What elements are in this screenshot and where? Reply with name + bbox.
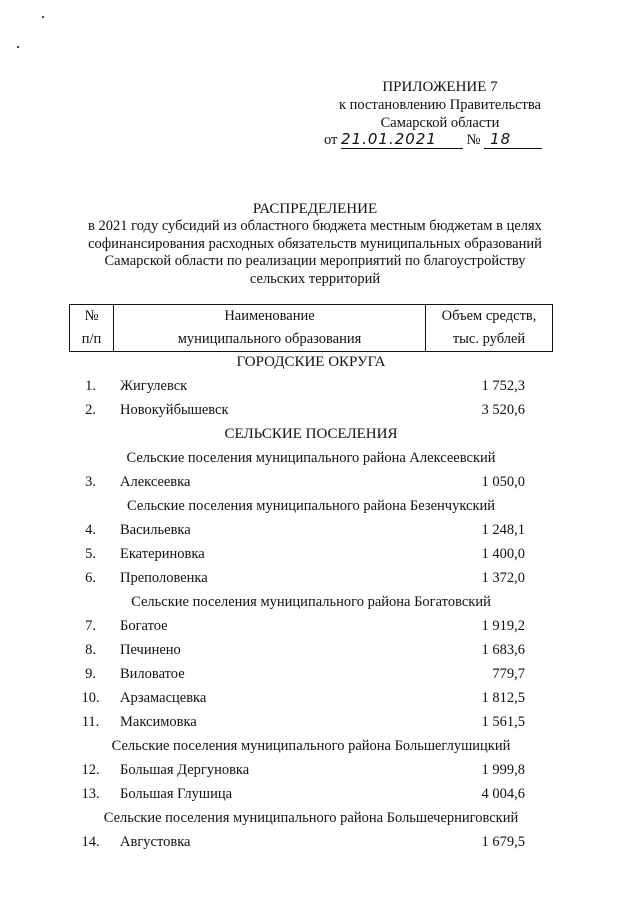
title-line: Самарской области по реализации мероприятий по благоустройству: [104, 253, 526, 269]
appendix-line-2: к постановлению Правительства: [339, 97, 541, 113]
header-name: Наименование: [114, 305, 426, 329]
funding-amount: 1 400,0: [481, 546, 525, 562]
header-value: тыс. рублей: [426, 328, 553, 352]
municipality-name: Арзамасцевка: [120, 690, 207, 706]
funding-amount: 3 520,6: [481, 402, 525, 418]
subsection-heading: Сельские поселения муниципального района Безенчукский: [126, 498, 496, 514]
header-num: №: [70, 305, 114, 329]
municipality-name: Большая Глушица: [120, 786, 233, 802]
municipality-name: Максимовка: [120, 714, 197, 730]
funding-amount: 1 919,2: [481, 618, 525, 634]
funding-amount: 1 999,8: [481, 762, 525, 778]
row-number: 1.: [85, 378, 96, 394]
row-number: 14.: [81, 834, 100, 850]
section-heading: ГОРОДСКИЕ ОКРУГА: [236, 354, 386, 370]
row-number: 6.: [85, 570, 96, 586]
subsection-heading: Сельские поселения муниципального района Богатовский: [131, 594, 491, 610]
title-line: сельских территорий: [249, 271, 381, 287]
row-number: 9.: [85, 666, 96, 682]
subsection-heading: Сельские поселения муниципального района Алексеевский: [126, 450, 496, 466]
municipality-name: Васильевка: [120, 522, 191, 538]
title-line: софинансирования расходных обязательств муниципальных образований: [88, 236, 542, 252]
document-title: РАСПРЕДЕЛЕНИЕ: [252, 201, 378, 217]
row-number: 5.: [85, 546, 96, 562]
table-row: [69, 566, 553, 590]
funding-amount: 1 683,6: [481, 642, 525, 658]
header-num: п/п: [70, 328, 114, 352]
table-row: [69, 374, 553, 398]
table-header: [69, 304, 553, 352]
funding-amount: 4 004,6: [481, 786, 525, 802]
municipality-name: Алексеевка: [120, 474, 191, 490]
decree-number: 18: [484, 130, 542, 149]
row-number: 8.: [85, 642, 96, 658]
title-line: в 2021 году субсидий из областного бюджета местным бюджетам в целях: [88, 218, 542, 234]
funding-amount: 1 561,5: [481, 714, 525, 730]
number-label: №: [466, 132, 481, 148]
row-number: 13.: [81, 786, 100, 802]
table-row: [69, 710, 553, 734]
table-row: [69, 830, 553, 854]
from-label: от: [324, 132, 338, 148]
table-row: [69, 638, 553, 662]
table-row: [69, 542, 553, 566]
decree-date-number: [324, 130, 542, 149]
municipality-name: Преполовенка: [120, 570, 208, 586]
table-row: [69, 686, 553, 710]
municipality-name: Екатериновка: [120, 546, 205, 562]
subsection-heading: Сельские поселения муниципального района Большеглушицкий: [111, 738, 511, 754]
appendix-label: ПРИЛОЖЕНИЕ 7: [382, 79, 498, 95]
table-row: [69, 662, 553, 686]
header-name: муниципального образования: [114, 328, 426, 352]
municipality-name: Богатое: [120, 618, 168, 634]
funding-amount: 1 248,1: [481, 522, 525, 538]
table-row: [69, 782, 553, 806]
municipality-name: Виловатое: [120, 666, 185, 682]
table-row: [69, 398, 553, 422]
row-number: 3.: [85, 474, 96, 490]
scan-speck: [42, 16, 44, 18]
row-number: 11.: [81, 714, 100, 730]
funding-amount: 1 812,5: [481, 690, 525, 706]
section-heading: СЕЛЬСКИЕ ПОСЕЛЕНИЯ: [224, 426, 398, 442]
table-row: [69, 518, 553, 542]
funding-amount: 1 679,5: [481, 834, 525, 850]
scan-speck: [17, 46, 19, 48]
table-row: [69, 758, 553, 782]
funding-amount: 1 372,0: [481, 570, 525, 586]
subsection-heading: Сельские поселения муниципального района Большечерниговский: [103, 810, 519, 826]
header-value: Объем средств,: [426, 305, 553, 329]
table-body: [69, 350, 553, 854]
municipality-name: Большая Дергуновка: [120, 762, 250, 778]
decree-date: 21.01.2021: [341, 130, 463, 149]
funding-amount: 1 050,0: [481, 474, 525, 490]
funding-amount: 779,7: [492, 666, 525, 682]
appendix-line-3: Самарской области: [380, 115, 500, 131]
table-row: [69, 614, 553, 638]
row-number: 7.: [85, 618, 96, 634]
funding-amount: 1 752,3: [481, 378, 525, 394]
row-number: 12.: [81, 762, 100, 778]
row-number: 10.: [81, 690, 100, 706]
row-number: 4.: [85, 522, 96, 538]
row-number: 2.: [85, 402, 96, 418]
municipality-name: Новокуйбышевск: [120, 402, 229, 418]
municipality-name: Жигулевск: [120, 378, 188, 394]
municipality-name: Печинено: [120, 642, 181, 658]
municipality-name: Августовка: [120, 834, 191, 850]
table-row: [69, 470, 553, 494]
